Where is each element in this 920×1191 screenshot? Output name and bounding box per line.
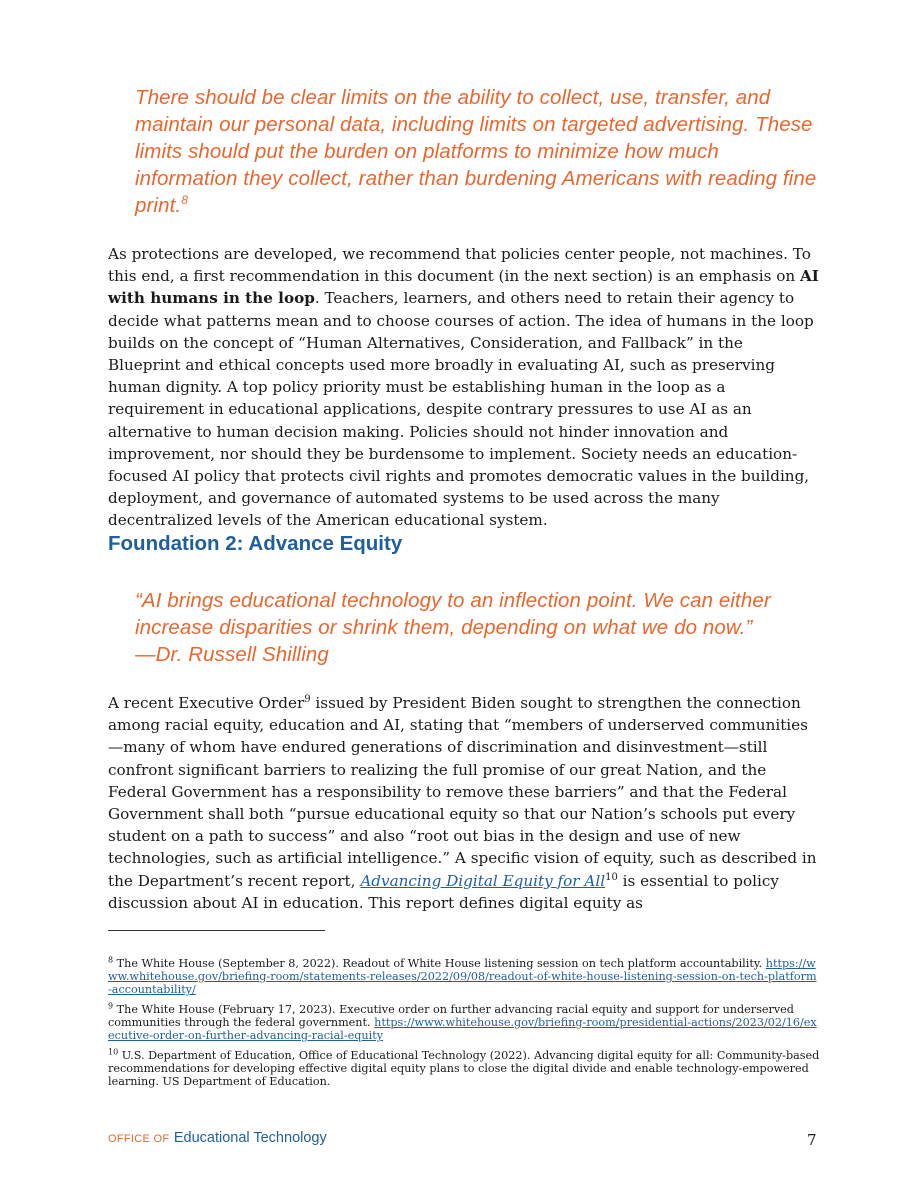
footnote-ref-9[interactable]: 9 [304, 693, 311, 705]
bold-emphasis: AI with humans in the loop [108, 267, 819, 308]
footnote-9 [108, 1003, 820, 1042]
footer-office-label: OFFICE OF [108, 1133, 170, 1145]
footnotes [108, 957, 820, 1095]
footnote-ref-8[interactable]: 8 [181, 193, 188, 208]
paragraph-text: issued by President Biden sought to strengthen the connection among racial equity, education and AI, stating that “members of underserved communities—many of whom have endured generations of discrimination and disinvestment—still confront significant barriers to realizing the full promise of our great Nation, and the Federal Government has a responsibility to remove these barriers” and that the Federal Government shall both “pursue educational equity so that our Nation’s schools put every student on a path to success” and also “root out bias in the design and use of new technologies, such as artificial intelligence.” A specific vision of equity, such as described in the Department’s recent report, [108, 694, 817, 890]
section-heading: Foundation 2: Advance Equity [108, 532, 403, 555]
pull-quote-shilling [135, 587, 825, 668]
report-link-advancing-digital-equity[interactable]: Advancing Digital Equity for All [360, 871, 606, 890]
pull-quote-data-limits [135, 84, 825, 219]
pull-quote-text: “AI brings educational technology to an inflection point. We can either increase disparities or shrink them, depending on what we do now.” [135, 589, 771, 639]
page-number: 7 [807, 1131, 817, 1149]
pull-quote-text: There should be clear limits on the ability to collect, use, transfer, and maintain our personal data, including limits on targeted advertising. These limits should put the burden on platforms to minimize how much information they collect, rather than burdening Americans with reading fine print. [135, 86, 817, 217]
footer-logo [108, 1129, 327, 1147]
footnote-text: The White House (September 8, 2022). Readout of White House listening session on tech platform accountability. [113, 957, 766, 970]
footnote-link[interactable]: https://www.whitehouse.gov/briefing-room/statements-releases/2022/09/08/readout-of-white-house-listening-session-on-tech-platform-accountability/ [108, 957, 817, 996]
footnote-10 [108, 1049, 820, 1088]
footnote-text: The White House (February 17, 2023). Executive order on further advancing racial equity and support for underserved communities through the federal government. [108, 1003, 794, 1029]
footer-brand-label: Educational Technology [173, 1130, 327, 1146]
footnote-number: 8 [108, 955, 114, 965]
body-paragraph-humans-in-loop [108, 243, 820, 532]
paragraph-text: A recent Executive Order [108, 694, 305, 712]
paragraph-text: . Teachers, learners, and others need to retain their agency to decide what patterns mean and to choose courses of action. The idea of humans in the loop builds on the concept of “Human Alternatives, Consideration, and Fallback” in the Blueprint and ethical concepts used more broadly in evaluating AI, such as preserving human dignity. A top policy priority must be establishing human in the loop as a requirement in educational applications, despite contrary pressures to use AI as an alternative to human decision making. Policies should not hinder innovation and improvement, nor should they be burdensome to implement. Society needs an education-focused AI policy that protects civil rights and promotes democratic values in the building, deployment, and governance of automated systems to be used across the many decentralized levels of the American educational system. [108, 289, 814, 530]
pull-quote-attribution: —Dr. Russell Shilling [135, 643, 329, 666]
footnote-number: 9 [108, 1001, 114, 1011]
footnote-ref-10[interactable]: 10 [605, 871, 618, 883]
paragraph-text: As protections are developed, we recommend that policies center people, not machines. To this end, a first recommendation in this document (in the next section) is an emphasis on [108, 245, 811, 286]
body-paragraph-executive-order [108, 692, 820, 914]
paragraph-text: is essential to policy discussion about AI in education. This report defines digital equity as [108, 871, 779, 912]
footnote-separator [108, 930, 325, 931]
footnote-8 [108, 957, 820, 996]
footnote-text: U.S. Department of Education, Office of Educational Technology (2022). Advancing digital equity for all: Community-based recommendations for developing effective digital equity plans to close the digital divide and enable technology-empowered learning. US Department of Education. [108, 1049, 820, 1088]
footnote-link[interactable]: https://www.whitehouse.gov/briefing-room/presidential-actions/2023/02/16/executive-order-on-further-advancing-racial-equity [108, 1016, 817, 1042]
footnote-number: 10 [108, 1047, 119, 1057]
